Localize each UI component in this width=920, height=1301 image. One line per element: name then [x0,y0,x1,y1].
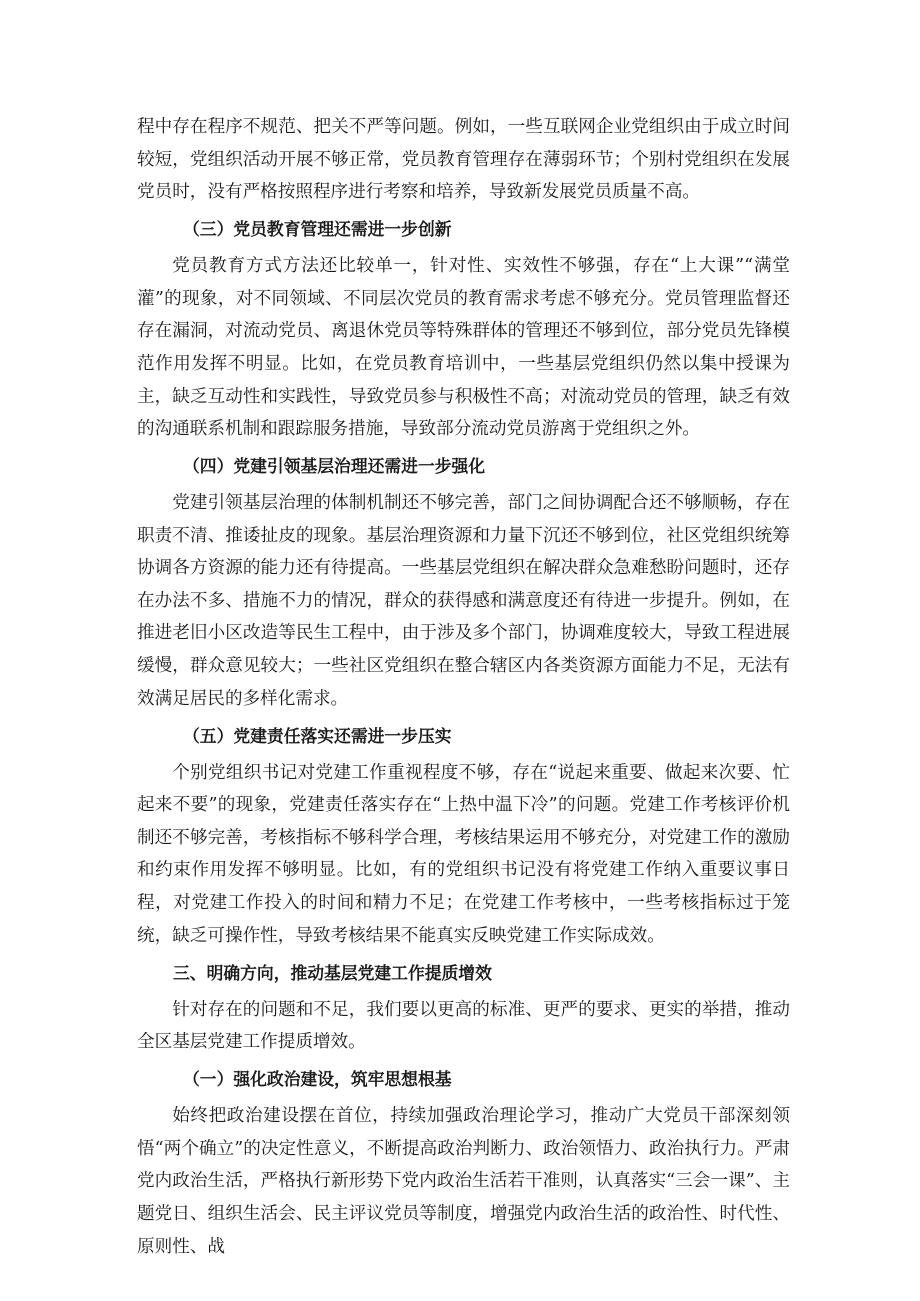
section-heading-1: （一）强化政治建设，筑牢思想根基 [183,1069,452,1090]
section-heading-3: （三）党员教育管理还需进一步创新 [183,219,452,240]
paragraph-continued: 程中存在程序不规范、把关不严等问题。例如，一些互联网企业党组织由于成立时间较短，党组织活动开展不够正常，党员教育管理存在薄弱环节；个别村党组织在发展党员时，没有严格按照程序进行考察和培养，导致新发展党员质量不高。 [137,117,790,203]
section-heading-4: （四）党建引领基层治理还需进一步强化 [183,456,486,477]
paragraph-direction: 针对存在的问题和不足，我们要以更高的标准、更严的要求、更实的举措，推动全区基层党建工作提质增效。 [137,999,790,1053]
paragraph-responsibility: 个别党组织书记对党建工作重视程度不够，存在“说起来重要、做起来次要、忙起来不要”的现象，党建责任落实存在“上热中温下冷”的问题。党建工作考核评价机制还不够完善，考核指标不够科学合理，考核结果运用不够充分，对党建工作的激励和约束作用发挥不够明显。比如，有的党组织书记没有将党建工作纳入重要议事日程，对党建工作投入的时间和精力不足；在党建工作考核中，一些考核指标过于笼统，缺乏可操作性，导致考核结果不能真实反映党建工作实际成效。 [137,762,790,946]
paragraph-governance: 党建引领基层治理的体制机制还不够完善，部门之间协调配合还不够顺畅，存在职责不清、推诿扯皮的现象。基层治理资源和力量下沉还不够到位，社区党组织统筹协调各方资源的能力还有待提高。一些基层党组织在解决群众急难愁盼问题时，还存在办法不多、措施不力的情况，群众的获得感和满意度还有待进一步提升。例如，在推进老旧小区改造等民生工程中，由于涉及多个部门，协调难度较大，导致工程进展缓慢，群众意见较大；一些社区党组织在整合辖区内各类资源方面能力不足，无法有效满足居民的多样化需求。 [137,493,790,709]
section-heading-5: （五）党建责任落实还需进一步压实 [183,725,452,746]
chapter-heading-3: 三、明确方向，推动基层党建工作提质增效 [173,962,492,983]
paragraph-education: 党员教育方式方法还比较单一，针对性、实效性不够强，存在“上大课”“满堂灌”的现象，对不同领域、不同层次党员的教育需求考虑不够充分。党员管理监督还存在漏洞，对流动党员、离退休党员等特殊群体的管理还不够到位，部分党员先锋模范作用发挥不明显。比如，在党员教育培训中，一些基层党组织仍然以集中授课为主，缺乏互动性和实践性，导致党员参与积极性不高；对流动党员的管理，缺乏有效的沟通联系机制和跟踪服务措施，导致部分流动党员游离于党组织之外。 [137,256,790,440]
paragraph-political: 始终把政治建设摆在首位，持续加强政治理论学习，推动广大党员干部深刻领悟“两个确立”的决定性意义，不断提高政治判断力、政治领悟力、政治执行力。严肃党内政治生活，严格执行新形势下党内政治生活若干准则，认真落实“三会一课”、主题党日、组织生活会、民主评议党员等制度，增强党内政治生活的政治性、时代性、原则性、战 [137,1106,790,1257]
